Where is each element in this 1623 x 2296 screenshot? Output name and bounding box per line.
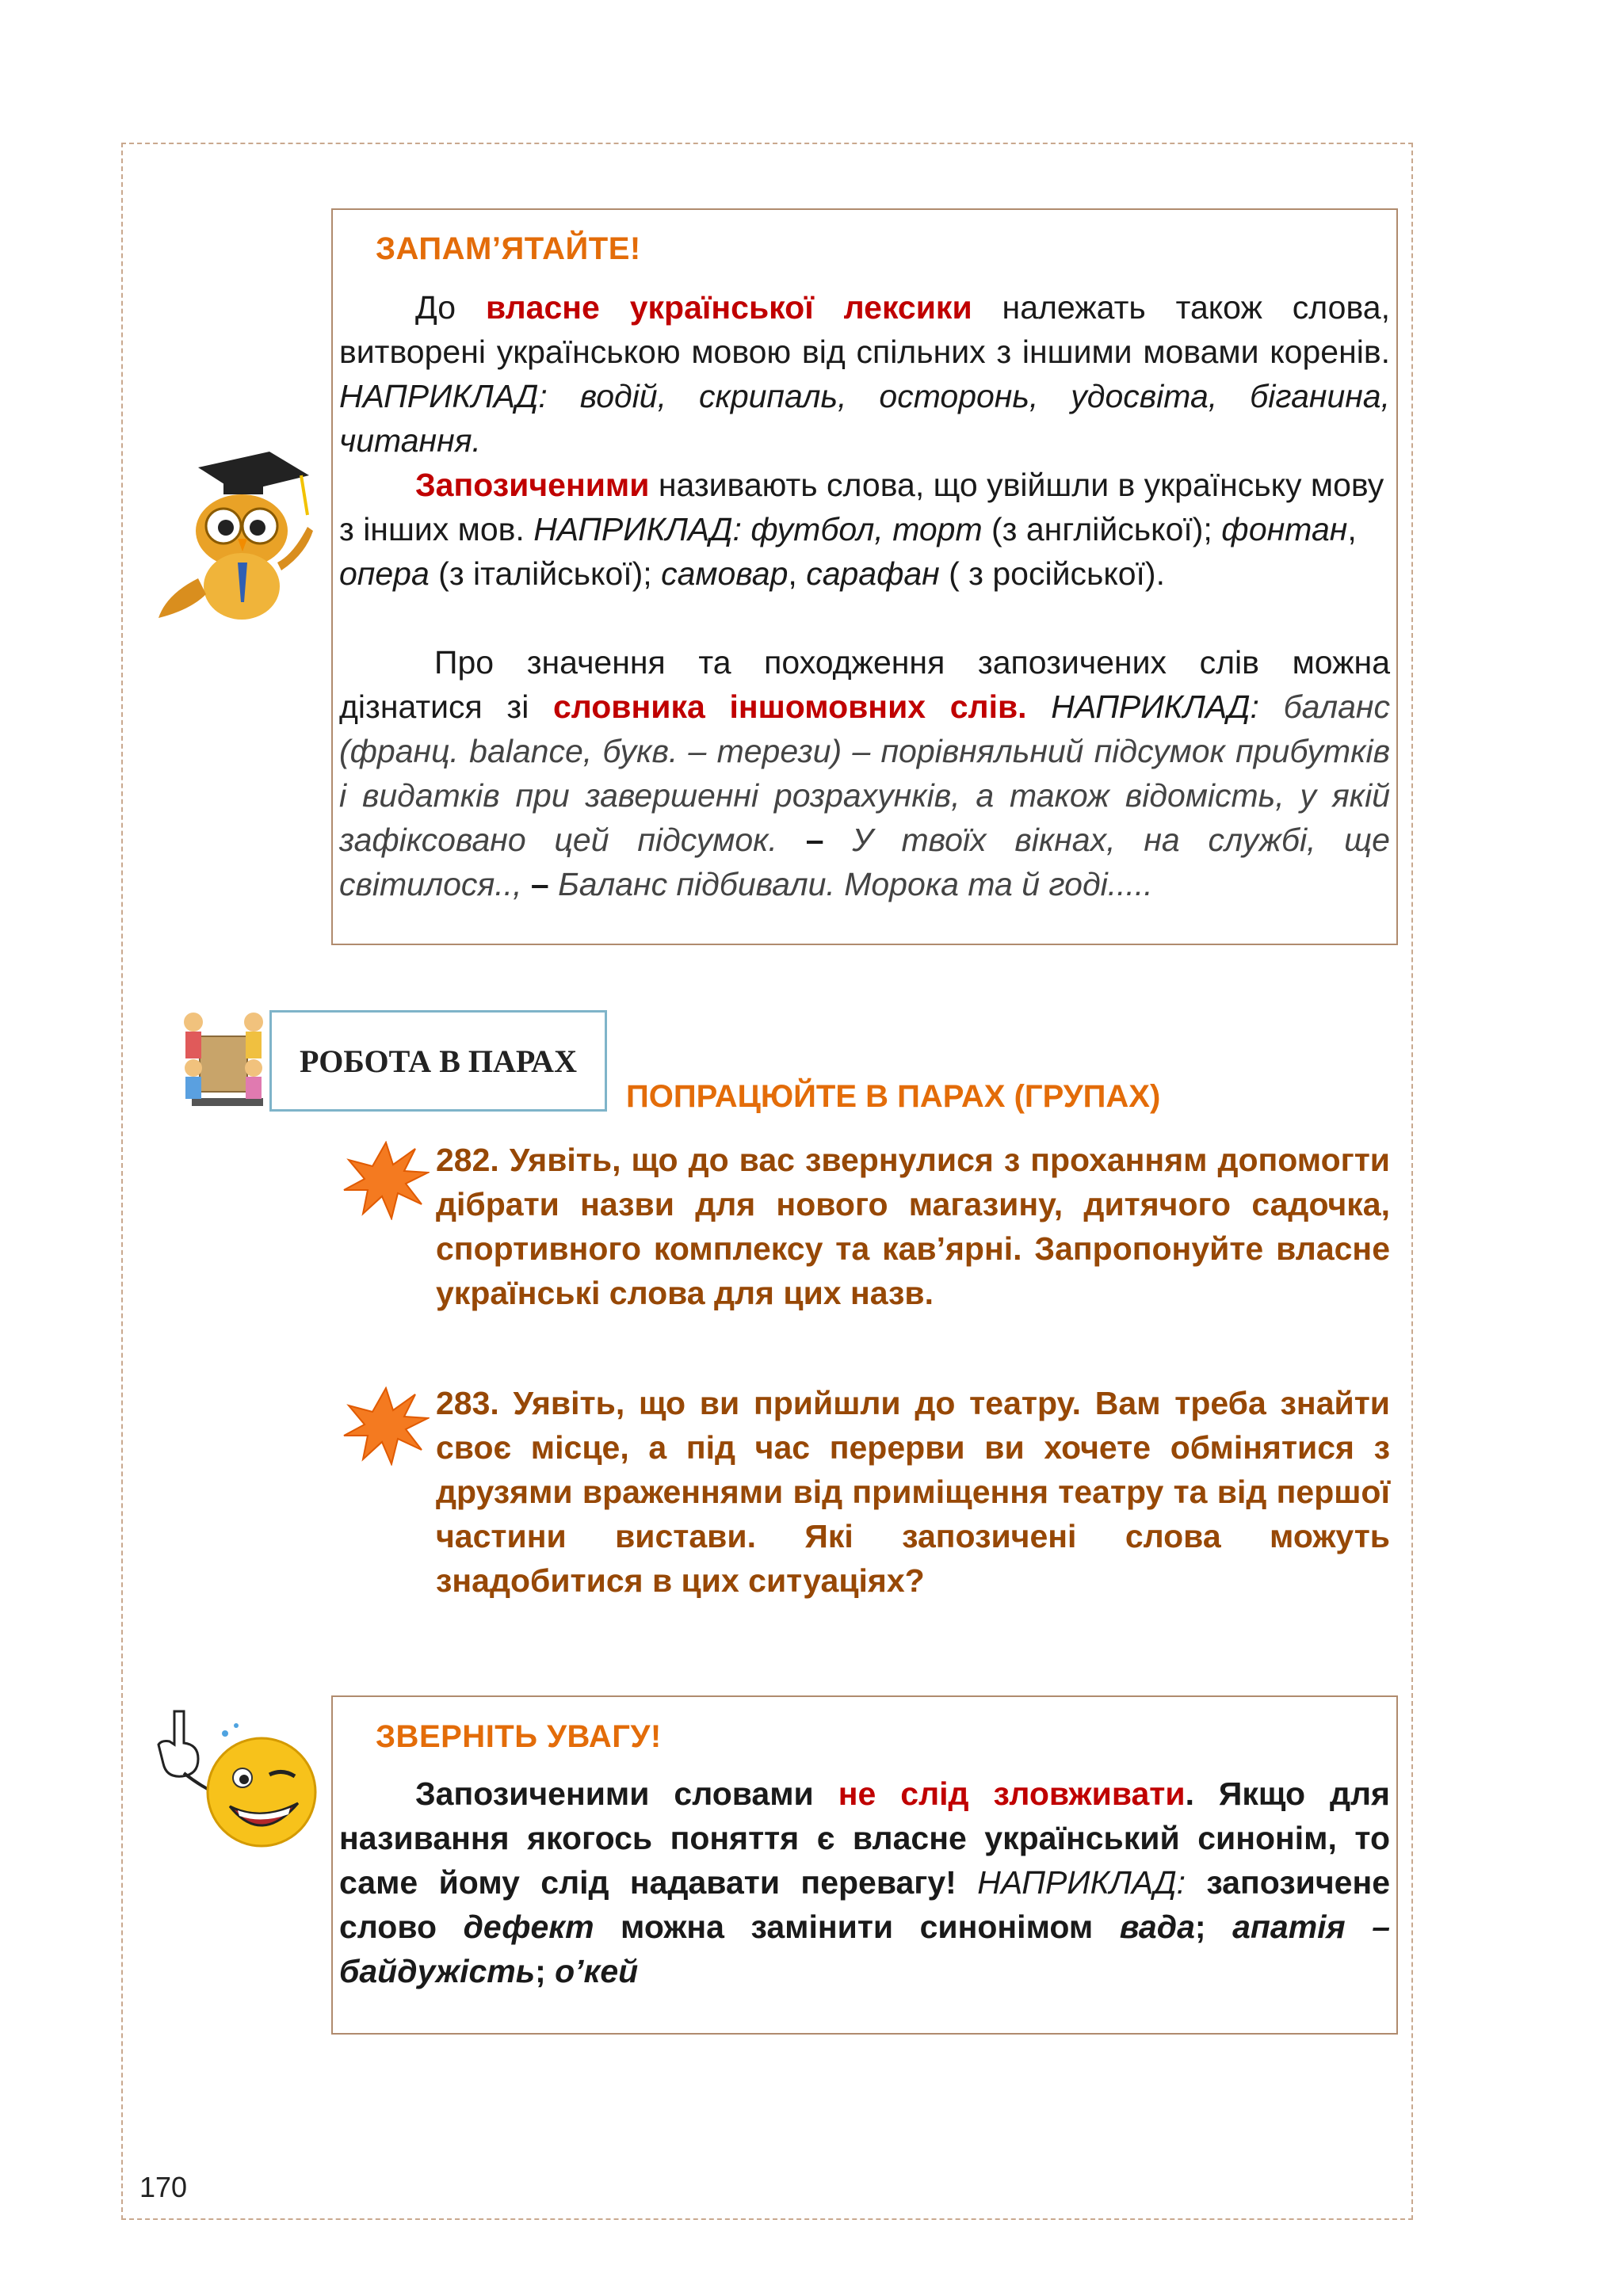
pair-work-heading: ПОПРАЦЮЙТЕ В ПАРАХ (ГРУПАХ) <box>626 1079 1161 1114</box>
owl-graduate-icon <box>151 444 317 626</box>
page-number: 170 <box>139 2171 188 2203</box>
winking-smiley-icon <box>143 1695 333 1854</box>
attention-title: ЗВЕРНІТЬ УВАГУ! <box>376 1719 662 1754</box>
dictionary-term: словника іншомовних слів. <box>552 688 1027 725</box>
starburst-icon <box>342 1386 430 1466</box>
borrowed-term: Запозиченими <box>415 467 650 503</box>
task-283: 283. Уявіть, що ви прийшли до театру. Вам треба знайти своє місце, а під час перерви ви хочете обмінятися з друзями враженнями від приміщення театру та від першої частини вистави. Які запозичені слова можуть знадобитися в цих ситуаціях? <box>436 1385 1390 1599</box>
remember-paragraph-1: До власне української лексики належать також слова, витворені українською мовою від спільних з іншими мовами коренів. НАПРИКЛАД: водій, скрипаль, осторонь, удосвіта, біганина, читання. <box>339 289 1391 459</box>
pair-work-label: РОБОТА В ПАРАХ <box>269 1010 607 1112</box>
starburst-icon <box>342 1141 430 1220</box>
remember-title: ЗАПАМ’ЯТАЙТЕ! <box>376 231 641 266</box>
native-lexicon-term: власне української лексики <box>485 289 972 326</box>
remember-paragraph-2: Запозиченими називають слова, що увійшли в українську мову з інших мов. НАПРИКЛАД: футбол, торт (з англійської); фонтан, опера (з італійської); самовар, сарафан ( з російської). <box>339 467 1384 592</box>
attention-paragraph: Запозиченими словами не слід зловживати. Якщо для називання якогось поняття є власне український синонім, то саме йому слід надавати перевагу! НАПРИКЛАД: запозичене слово дефект можна замінити синонімом вада; апатія – байдужість; о’кей <box>339 1775 1391 1989</box>
remember-paragraph-3: Про значення та походження запозичених слів можна дізнатися зі словника іншомовних слів. НАПРИКЛАД: баланс (франц. balance, букв. – терези) – порівняльний підсумок прибутків і видатків при завершенні розрахунків, а також відомість, у якій зафіксовано цей підсумок. – У твоїх вікнах, на службі, ще світилося.., – Баланс підбивали. Морока та й годі..... <box>339 644 1390 902</box>
task-282: 282. Уявіть, що до вас звернулися з проханням допомогти дібрати назви для нового магазину, дитячого садочка, спортивного комплексу та кав’ярні. Запропонуйте власне українські слова для цих назв. <box>436 1142 1390 1311</box>
do-not-overuse-phrase: не слід зловживати <box>838 1775 1186 1812</box>
pair-work-icon <box>176 1005 271 1116</box>
